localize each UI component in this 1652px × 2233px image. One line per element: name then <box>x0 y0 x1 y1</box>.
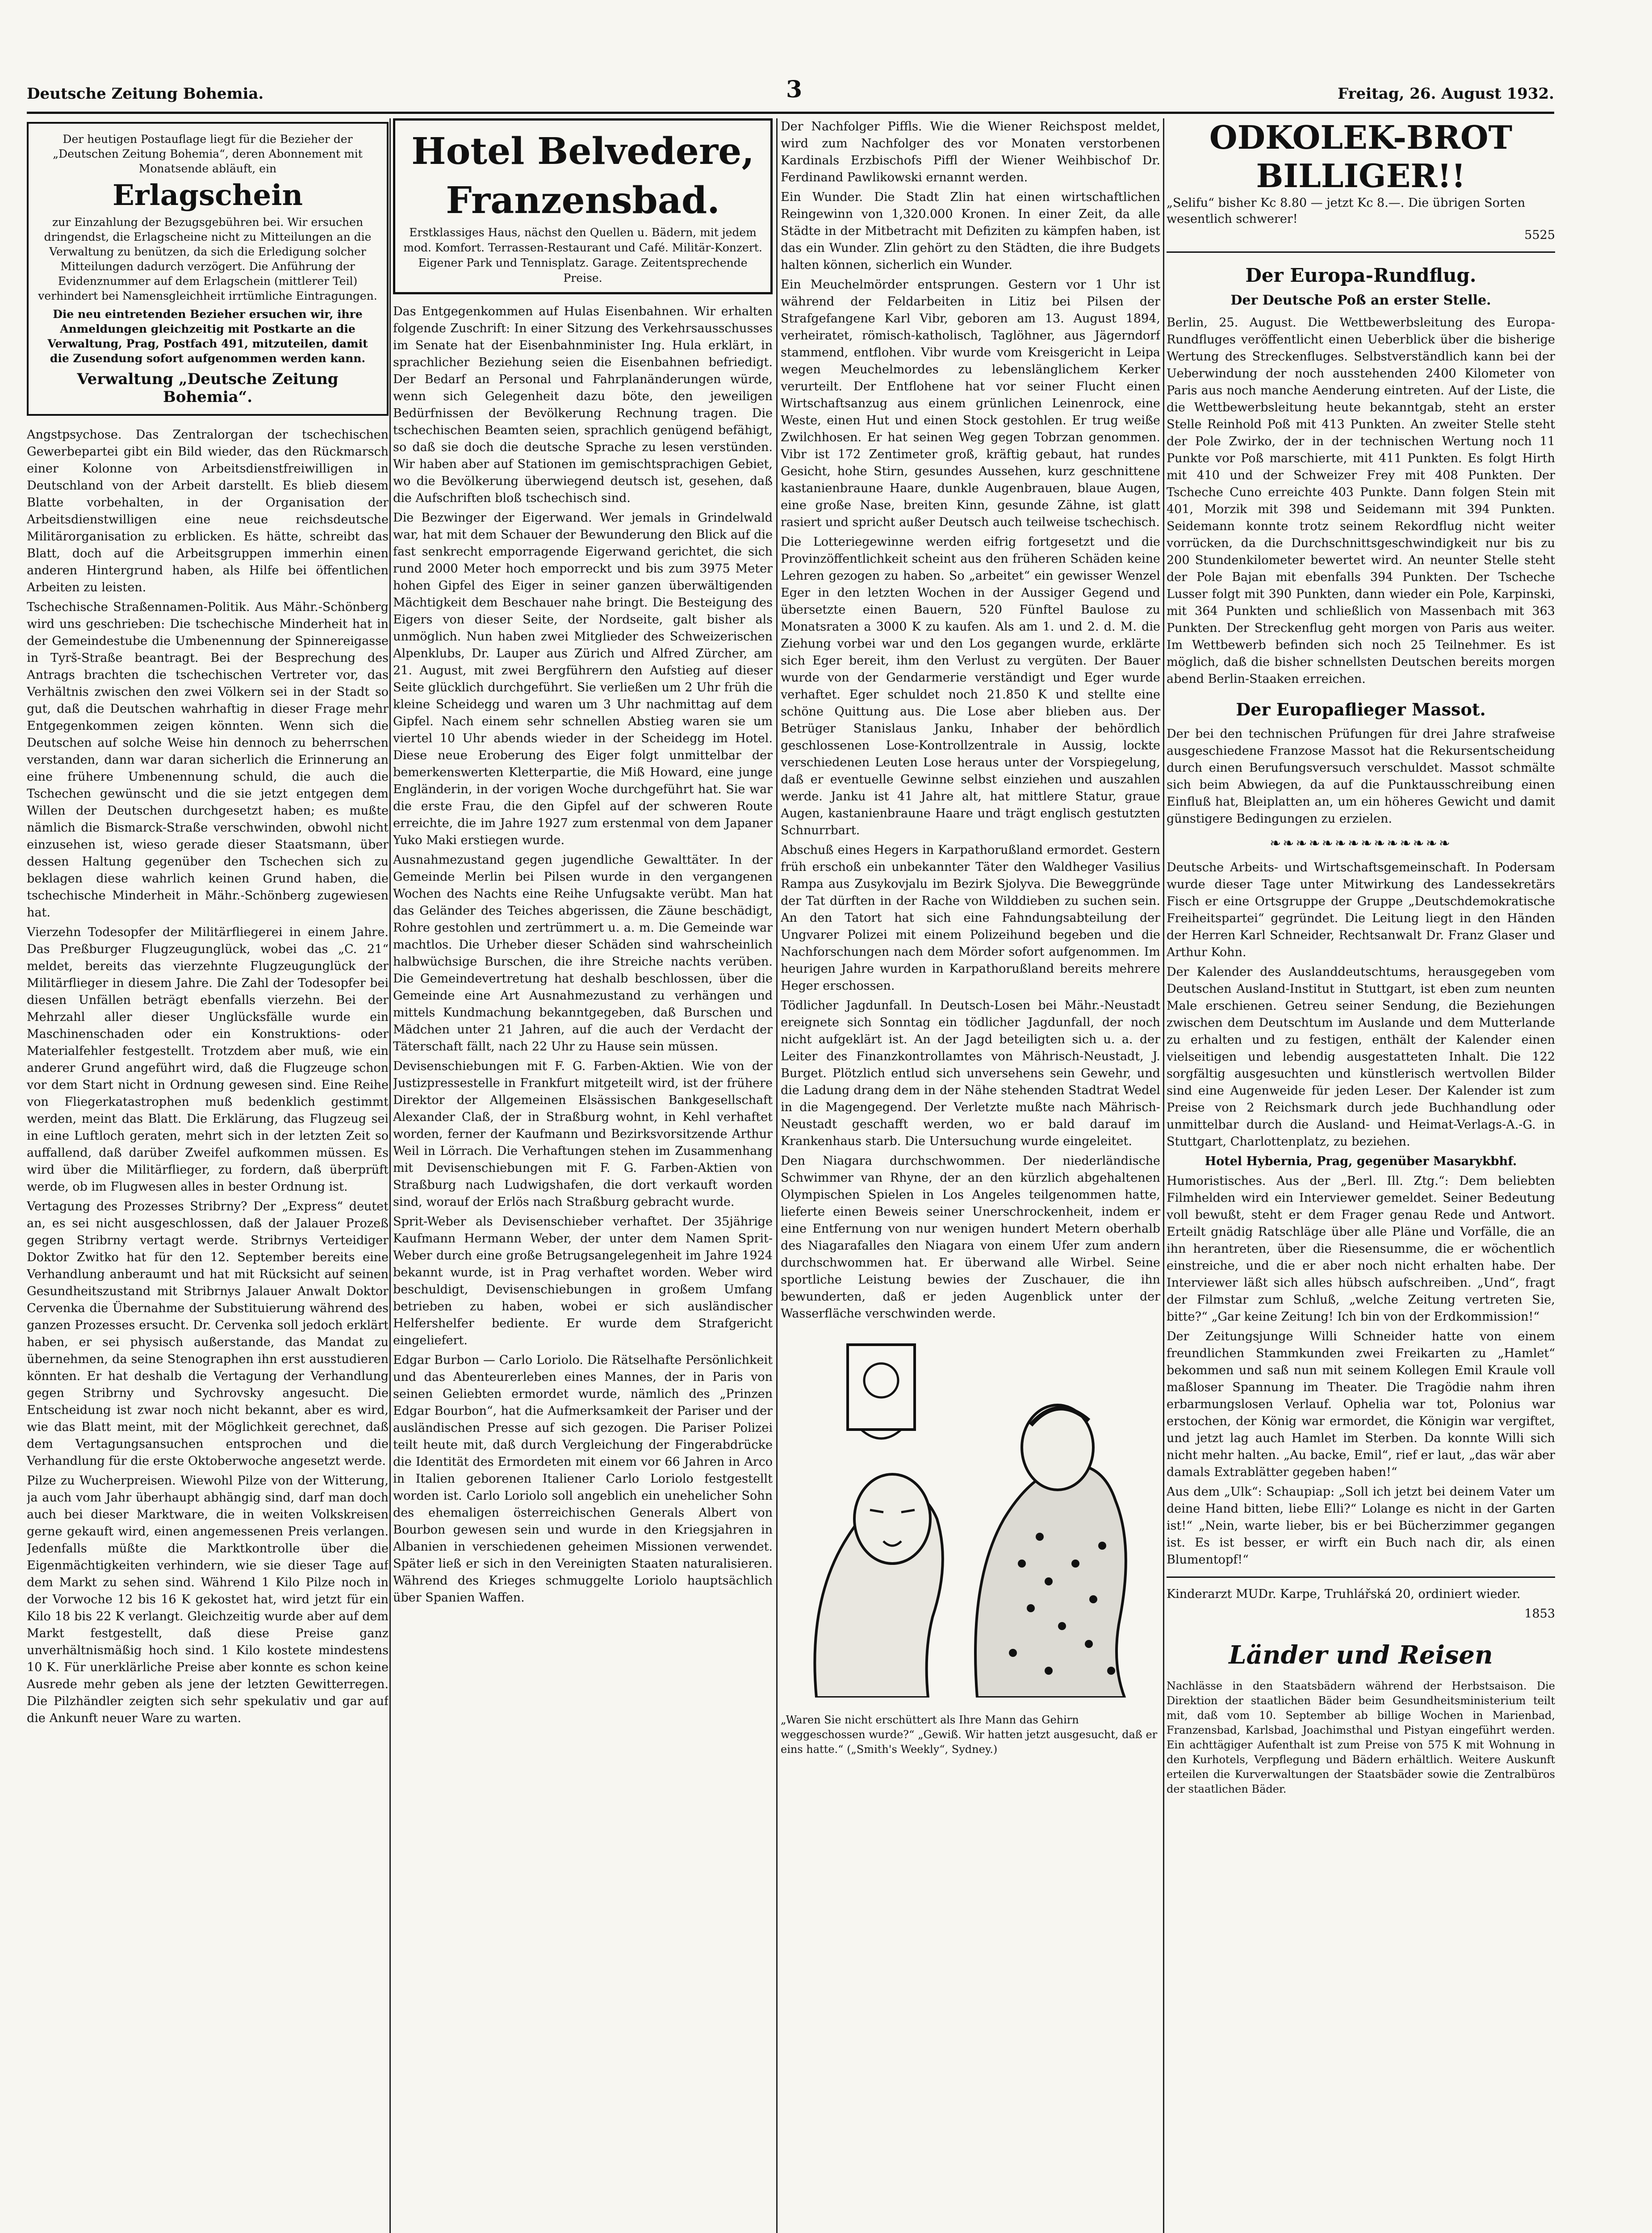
article-devisenschiebungen: Devisenschiebungen mit F. G. Farben-Aktien. Wie von der Justizpressestelle in Frankfurt mitgeteilt wird, ist der frühere Direktor der Allgemeinen Elsässischen Bankgesellschaft Alexander Claß, der in Straßburg wohnt, in Kehl verhaftet worden, ferner der Kaufmann und Bezirksvorsitzende Arthur Weil in Lörrach. Die Verhaftungen stehen im Zusammenhang mit Devisenschiebungen mit F. G. Farben-Aktien von Straßburg nach Ludwigshafen, die dort verkauft worden sind, worauf der Erlös nach Straßburg gebracht wurde. <box>393 1059 773 1209</box>
article-hula-eisenbahnen: Das Entgegenkommen auf Hulas Eisenbahnen. Wir erhalten folgende Zuschrift: In einer Sitzung des Verkehrsausschusses im Senate hat der Eisenbahnminister Ing. Hula erklärt, in sprachlicher Beziehung seien die Eisenbahnen befriedigt. Der Bedarf an Personal und Fahrplanänderungen würde, wenn sich Gelegenheit dazu böte, den jeweiligen Bedürfnissen der Bevölkerung Rechnung tragen. Die tschechischen Beamten seien, sprachlich genügend befähigt, so daß sie doch die deutsche Sprache zu lesen verstünden. Wir haben aber auf Stationen im gemischtsprachigen Gebiet, wo die Bevölkerung überwiegend deutsch ist, gesehen, daß die Aufschriften bloß tschechisch sind. <box>393 305 773 505</box>
odkolek-number: 5525 <box>1524 228 1555 242</box>
article-militaerfliegerei: Vierzehn Todesopfer der Militärfliegerei in einem Jahre. Das Preßburger Flugzeugunglück, wobei das „C. 21“ meldet, bereits das vierzehnte Flugzeugunglück der Militärflieger in diesem Jahre. Die Zahl der Todesopfer bei diesen Unfällen beträgt ebenfalls vierzehn. Bei der Mehrzahl aller dieser Unglücksfälle wurde ein Maschinenschaden oder ein Konstruktions- oder Materialfehler festgestellt. Trotzdem aber muß, wie ein anderer Grund angeführt wird, daß die Flugzeuge schon vor dem Start nicht in Ordnung gewesen sind. Eine Reihe von Fliegerkatastrophen muß bedenklich gestimmt werden, meint das Blatt. Die Erklärung, das Flugzeug sei in eine Luftloch geraten, mehrt sich in der letzten Zeit so auffallend, daß darüber Zweifel aufkommen müssen. Es wird über die Militärflieger, zu fordern, daß überprüft werde, ob im Flugwesen alles in bester Ordnung ist. <box>27 925 389 1194</box>
column-4 <box>1167 118 1555 2233</box>
column-1 <box>27 118 389 2233</box>
ad-kinderarzt: Kinderarzt MUDr. Karpe, Truhlářská 20, ordiniert wieder. <box>1167 1587 1521 1601</box>
odkolek-title: ODKOLEK-BROT BILLIGER!! <box>1209 118 1513 195</box>
column-3 <box>781 118 1160 2233</box>
header-rule <box>27 112 1554 114</box>
article-angstpsychose: Angstpsychose. Das Zentralorgan der tschechischen Gewerbepartei gibt ein Bild wieder, das den Rückmarsch einer Kolonne von Arbeitsdienstfreiwilligen in Deutschland von der Arbeit darstellt. Es blieb diesem Blatte vorbehalten, in der Organisation der Arbeitsdienstwilligen eine neue reichsdeutsche Militärorganisation zu erblicken. Es hätte, schreibt das Blatt, doch auf die Arbeitsgruppen immerhin einen anderen Hintergrund haben, als Hilfe bei öffentlichen Arbeiten zu leisten. <box>27 428 389 594</box>
notice-new-subscribers: Die neu eintretenden Bezieher ersuchen wir, ihre Anmeldungen gleichzeitig mit Postkarte an die Verwaltung, Prag, Postfach 491, mitzuteilen, damit die Zusendung sofort aufgenommen werden kann. <box>47 308 368 365</box>
article-ein-wunder: Ein Wunder. Die Stadt Zlin hat einen wirtschaftlichen Reingewinn von 1,320.000 Kronen. In einer Zeit, da alle Städte in der Mitbetracht mit Defiziten zu kämpfen haben, ist das ein Wunder. Zlin gehört zu den Städten, die ihre Budgets halten können, sicherlich ein Wunder. <box>781 190 1160 272</box>
article-niagara: Den Niagara durchschwommen. Der niederländische Schwimmer van Rhyne, der an den kürzlich abgehaltenen Olympischen Spielen in Los Angeles teilgenommen hatte, lieferte einen Beweis seiner Unerschrockenheit, indem er eine Entfernung von nur wenigen hundert Metern oberhalb des Niagarafalles den Niagara von einem Ufer zum andern durchschwommen hat. Er überwand alle Wirbel. Seine sportliche Leistung bewies der Zuschauer, die ihn bewunderten, daß er jeden Augenblick unter der Wasserfläche verschwinden werde. <box>781 1154 1160 1321</box>
article-edgar-burbon: Edgar Burbon — Carlo Loriolo. Die Rätselhafte Persönlichkeit und das Abenteurerleben eines Mannes, der in Paris von seinen Geliebten ermordet wurde, nämlich des „Prinzen Edgar Bourbon“, hat die Aufmerksamkeit der Pariser und der ausländischen Presse auf sich gezogen. Die Pariser Polizei teilt heute mit, daß durch Vergleichung der Fingerabdrücke die Identität des Ermordeten mit einem vor 66 Jahren in Arco in Italien geborenen Italiener Carlo Loriolo festgestellt worden ist. Carlo Loriolo soll angeblich ein unehelicher Sohn des ehemaligen österreichischen Generals Albert von Bourbon gewesen sein und wurde in den Kriegsjahren in Albanien in verschiedenen geheimen Missionen verwendet. Später ließ er sich in den Vereinigten Staaten naturalisieren. Während des Krieges schmuggelte Loriolo hauptsächlich über Spanien Waffen. <box>393 1353 773 1605</box>
ad-kinderarzt-number: 1853 <box>1524 1607 1555 1621</box>
article-pilze: Pilze zu Wucherpreisen. Wiewohl Pilze von der Witterung, ja auch vom Jahr überhaupt abhängig sind, darf man doch auch bei dieser Marktware, die in weiten Volkskreisen gerne gekauft wird, einen angemessenen Preis verlangen. Jedenfalls müßte die Marktkontrolle über die Eigenmächtigkeiten verhindern, wie sie dieser Tage auf dem Markt zu sehen sind. Während 1 Kilo Pilze noch in der Vorwoche 12 bis 16 K gekostet hat, wird jetzt für ein Kilo 18 bis 22 K verlangt. Gleichzeitig wurde aber auf dem Markt festgestellt, daß diese Preise ganz unverhältnismäßig hoch sind. 1 Kilo kostete mindestens 10 K. Für unerklärliche Preise aber konnte es schon keine Ausrede mehr geben als jene der letzten Gewitterregen. Die Pilzhändler zeigten sich sehr spekulativ und gar auf die Ankunft neuer Ware zu warten. <box>27 1474 389 1725</box>
article-arbeitsgemeinschaft: Deutsche Arbeits- und Wirtschaftsgemeinschaft. In Podersam wurde dieser Tage unter Mitwirkung des Landessekretärs Fisch er eine Ortsgruppe der Gruppe „Deutschdemokratische Freiheitspartei“ gegründet. Die Leitung liegt in den Händen der Herren Karl Schneider, Rechtsanwalt Dr. Franz Glaser und Arthur Kohn. <box>1167 861 1555 959</box>
subscription-notice <box>27 122 389 416</box>
heading-europa-rundflug: Der Europa-Rundflug. <box>1245 264 1476 286</box>
separator <box>1167 1576 1555 1578</box>
column-divider <box>1163 118 1164 2233</box>
ad-title: Hotel Belvedere, Franzensbad. <box>411 130 754 222</box>
column-2 <box>393 118 773 2233</box>
separator <box>1167 251 1555 253</box>
cartoon-illustration <box>781 1331 1160 1698</box>
article-massot: Der bei den technischen Prüfungen für drei Jahre strafweise ausgeschiedene Franzose Massot hat die Rekursentscheidung durch einen Berufungsversuch verschuldet. Massot schmälte sich beim Abwiegen, da auf die Punktausschreibung einen Einfluß hat, Bleiplatten an, um ein höheres Gewicht und damit günstigere Bedingungen zu erzielen. <box>1167 727 1555 826</box>
article-heger: Abschuß eines Hegers in Karpathorußland ermordet. Gestern früh erschoß ein unbekannter Täter den Waldheger Vasilius Rampa aus Zusykovjalu im Bezirk Sjolyva. Die Beweggründe der Tat dürften in der Rache von Wilddieben zu suchen sein. An den Tatort hat sich eine Fahndungsabteilung der Ungvarer Polizei mit einem Polizeihund begeben und die Nachforschungen nach dem Mörder sofort aufgenommen. Im heurigen Jahre wurden in Karpathorußland bereits mehrere Heger erschossen. <box>781 843 1160 993</box>
ad-text: Erstklassiges Haus, nächst den Quellen u. Bädern, mit jedem mod. Komfort. Terrassen-Restaurant und Café. Militär-Konzert. Eigener Park und Tennisplatz. Garage. Zeitentsprechende Preise. <box>403 226 762 284</box>
article-staatsbaeder: Nachlässe in den Staatsbädern während der Herbstsaison. Die Direktion der staatlichen Bäder beim Gesundheitsministerium teilt mit, daß vom 10. September ab billige Wochen in Marienbad, Franzensbad, Karlsbad, Joachimsthal und Pistyan eingeführt werden. Ein achttägiger Aufenthalt ist zum Preise von 575 K mit Wohnung in den Kurhotels, Verpflegung und Bädern erhältlich. Weitere Auskunft erteilen die Kurverwaltungen der Staatsbäder sowie die Zentralbüros der staatlichen Bäder. <box>1167 1680 1555 1795</box>
article-nachfolger-piffls: Der Nachfolger Piffls. Wie die Wiener Reichspost meldet, wird zum Nachfolger des vor Monaten verstorbenen Kardinals Erzbischofs Piffl der Wiener Weihbischof Dr. Ferdinand Pawlikowski ernannt werden. <box>781 120 1160 184</box>
heading-massot: Der Europaflieger Massot. <box>1236 699 1486 719</box>
page-number: 3 <box>786 76 803 103</box>
notice-title: Erlagschein <box>112 179 303 212</box>
ornamental-divider: ❧❧❧❧❧❧❧❧❧❧❧❧❧❧ <box>1270 836 1452 851</box>
article-lotterie: Die Lotteriegewinne werden eifrig fortgesetzt und die Provinzöffentlichkeit scheint aus den früheren Schäden keine Lehren gezogen zu haben. So „arbeitet“ ein gewisser Wenzel Eger in den letzten Wochen in der Aussiger Gegend und übersetzte einen Bauern, 520 Fünftel Baulose zu Monatsraten a 3000 K zu kaufen. Als am 1. und 2. d. M. die Ziehung vorbei war und den Los gegangen wurde, erklärte sich Eger bereit, ihm den Verlust zu vergüten. Der Bauer wurde von der Gendarmerie verständigt und Eger wurde verhaftet. Eger schuldet noch 21.850 K und stellte eine schöne Quittung aus. Die Lose aber blieben aus. Der Betrüger Stanislaus Janku, Inhaber der behördlich geschlossenen Lose-Kontrollzentrale in Aussig, lockte verschiedenen Leuten Lose heraus unter der Vorspiegelung, daß er eventuelle Gewinne selbst einziehen und auszahlen werde. Janku ist 41 Jahre alt, hat mittlere Statur, graue Augen, kastanienbraune Haare und trägt englisch gestutzten Schnurrbart. <box>781 535 1160 837</box>
notice-text: zur Einzahlung der Bezugsgebühren bei. Wir ersuchen dringendst, die Erlagscheine nicht zu Mitteilungen an die Verwaltung zu benützen, da sich die Erledigung solcher Mitteilungen dadurch verzögert. Die Anführung der Evidenznummer auf dem Erlagschein (mittlerer Teil) verhindert bei Namensgleichheit irrtümliche Eintragungen. <box>38 216 377 302</box>
article-europa-rundflug: Berlin, 25. August. Die Wettbewerbsleitung des Europa-Rundfluges veröffentlicht einen Ueberblick über die bisherige Wertung des Streckenfluges. Selbstverständlich kann bei der Ueberwindung der noch ausstehenden 2400 Kilometer von Paris aus noch manche Aenderung eintreten. Auf der Liste, die die Wettbewerbsleitung heute bekanntgab, steht an erster Stelle Reinhold Poß mit 413 Punkten. An zweiter Stelle steht der Pole Zwirko, der in der technischen Wertung noch 11 Punkte vor Poß marschierte, mit 411 Punkten. Es folgt Hirth mit 410 und der Schweizer Frey mit 408 Punkten. Der Tscheche Cuno erreichte 403 Punkte. Dann folgen Stein mit 401, Morzik mit 398 und Seidemann mit 394 Punkten. Seidemann konnte trotz seinem Rekordflug nicht weiter vorrücken, da die Durchschnittsgeschwindigkeit nur bis zu 200 Stundenkilometer bewertet wird. An neunter Stelle steht der Pole Bajan mit ebenfalls 394 Punkten. Der Tscheche Lusser folgt mit 390 Punkten, dann wieder ein Pole, Karpinski, mit 364 Punkten und schließlich von Massenbach mit 363 Punkten. Der Streckenflug geht morgen von Paris aus weiter. Im Wettbewerb befinden sich noch 25 Teilnehmer. Es ist möglich, daß die bisher schnellsten Deutschen bereits morgen abend Berlin-Staaken erreichen. <box>1167 316 1555 686</box>
column-divider <box>776 118 778 2233</box>
odkolek-ad <box>1167 118 1555 243</box>
odkolek-text: „Selifu“ bisher Kc 8.80 — jetzt Kc 8.—. Die übrigen Sorten wesentlich schwerer! <box>1167 196 1526 226</box>
article-ulk: Aus dem „Ulk“: Schaupiap: „Soll ich jetzt bei deinem Vater um deine Hand bitten, liebe Elli?“ Lolange es nicht in der Garten ist!“ „Nein, warte lieber, bis er bei Bücherzimmer gegangen ist. Es ist besser, er wirft ein Buch nach dir, als einen Blumentopf!“ <box>1167 1485 1555 1567</box>
notice-intro: Der heutigen Postauflage liegt für die Bezieher der „Deutschen Zeitung Bohemia“, deren Abonnement mit Monatsende abläuft, ein <box>53 133 363 175</box>
article-strassennamen: Tschechische Straßennamen-Politik. Aus Mähr.-Schönberg wird uns geschrieben: Die tschechische Minderheit hat in der Gemeindestube die Umbenennung der Spinnereigasse in Tyrš-Straße beantragt. Bei der Besprechung des Antrags brachten die tschechischen Vertreter vor, das Verhältnis zwischen den zwei Völkern sei in der Stadt so gut, daß die Deutschen wahrhaftig in dieser Frage mehr Entgegenkommen zeigen könnten. Wenn sich die Deutschen auf solche Weise hin dennoch zu beherrschen verstanden, dann war daran sicherlich die Erinnerung an eine frühere Umbenennung schuld, die auch die Tschechen gewünscht und die sie jetzt entgegen dem Willen der Deutschen durchgesetzt haben; es mußte nämlich die Bismarck-Straße verschwinden, obwohl nicht einzusehen ist, wieso gerade dieser Staatsmann, über dessen Haltung gegenüber den Tschechen sich zu beklagen diese wahrlich keinen Grund haben, die tschechische Minderheit in Mähr.-Schönberg zugewiesen hat. <box>27 600 389 920</box>
hotel-belvedere-ad <box>393 118 773 294</box>
article-ausnahmezustand: Ausnahmezustand gegen jugendliche Gewalttäter. In der Gemeinde Merlin bei Pilsen wurde in den vergangenen Wochen des Nachts eine Reihe Unfugsakte verübt. Man hat das Geländer des Teiches abgerissen, die Zäune beschädigt, Rohre gestohlen und zertrümmert u. a. m. Die Gemeinde war machtlos. Die Urheber dieser Schäden sind wahrscheinlich halbwüchsige Burschen, die ihre Streiche nachts verüben. Die Gemeindevertretung hat deshalb beschlossen, über die Gemeinde eine Art Ausnahmezustand zu verhängen und mittels Kundmachung bekanntgegeben, daß Burschen und Mädchen unter 21 Jahren, auf die auch der Verdacht der Täterschaft fällt, nach 22 Uhr zu Hause sein müssen. <box>393 853 773 1054</box>
article-prozess-stribrny: Vertagung des Prozesses Stribrny? Der „Express“ deutet an, es sei nicht ausgeschlossen, daß der Jalauer Prozeß gegen Stribrny vertagt werde. Stribrnys Verteidiger Doktor Zwitko hat für den 12. September bereits eine Verhandlung anberaumt und hat mit Rücksicht auf seinen Gesundheitszustand mit Stribrnys Jalauer Anwalt Doktor Cervenka die Übernahme der Substituierung während des ganzen Prozesses ersucht. Dr. Cervenka soll jedoch erklärt haben, er sei physisch außerstande, das Mandat zu übernehmen, da seine Stenographen ihn erst ausstudieren könnten. Er hat deshalb die Vertagung der Verhandlung gegen Stribrny und Sychrovsky angesucht. Die Entscheidung ist zwar noch nicht bekannt, aber es wird, wie das Blatt meint, mit der Möglichkeit gerechnet, daß dem Vertagungsansuchen entsprochen und die Verhandlung für die erste Oktoberwoche angesetzt werde. <box>27 1200 389 1468</box>
newspaper-name: Deutsche Zeitung Bohemia. <box>27 85 264 103</box>
article-kalender: Der Kalender des Auslanddeutschtums, herausgegeben vom Deutschen Ausland-Institut in Stuttgart, ist eben zum neunten Male erschienen. Getreu seiner Sendung, die Beziehungen zwischen dem Deutschtum im Auslande und dem Mutterlande zu erhalten und zu festigen, enthält der Kalender einen vielseitigen und lebendig ausgestatteten Inhalt. Die 122 sorgfältig ausgesuchten und künstlerisch wertvollen Bilder sind eine Augenweide für jeden Leser. Der Kalender ist zum Preise von 2 Reichsmark durch jede Buchhandlung oder unmittelbar durch die Ausland- und Heimat-Verlags-A.-G. in Stuttgart, Charlottenplatz, zu beziehen. <box>1167 965 1555 1149</box>
article-meuchelmoerder: Ein Meuchelmörder entsprungen. Gestern vor 1 Uhr ist während der Feldarbeiten in Litiz bei Pilsen der Strafgefangene Karl Vibr, geboren am 13. August 1894, verheiratet, römisch-katholisch, Taglöhner, aus Jägerndorf stammend, entflohen. Vibr wurde vom Kreisgericht in Leipa wegen Meuchelmordes zu lebenslänglichem Kerker verurteilt. Der Entflohene hat vor seiner Flucht einen Wirtschaftsanzug aus einem grünlichen Leinenrock, eine Weste, einen Hut und einen Stock gestohlen. Er trug weiße Zwilchhosen. Er hat seinen Weg gegen Tobrzan genommen. Vibr ist 172 Zentimeter groß, kräftig gebaut, hat rundes Gesicht, hohe Stirn, gesundes Aussehen, kurz geschnittene kastanienbraune Haare, dunkle Augenbrauen, blaue Augen, eine große Nase, breiten Kinn, gesunde Zähne, ist glatt rasiert und spricht außer Deutsch auch teilweise tschechisch. <box>781 278 1160 529</box>
article-humoristisches: Humoristisches. Aus der „Berl. Ill. Ztg.“: Dem beliebten Filmhelden wird ein Interviewer gemeldet. Seiner Bedeutung voll bewußt, steht er dem Frager genau Rede und Antwort. Erteilt gnädig Ratschläge über alle Pläne und Vorfälle, die an ihn herantreten, über die Riesensumme, die er wöchentlich einstreiche, und die er aber noch nicht erhalten habe. Der Interviewer läßt sich alles hübsch aufschreiben. „Und“, fragt der Filmstar zum Schluß, „welche Zeitung vertreten Sie, bitte?“ „Gar keine Zeitung! Ich bin von der Erdkommission!“ <box>1167 1174 1555 1324</box>
article-hotel-hybernia: Hotel Hybernia, Prag, gegenüber Masarykbhf. <box>1204 1154 1517 1168</box>
subheading-poss: Der Deutsche Poß an erster Stelle. <box>1230 293 1491 308</box>
article-zeitungsjunge: Der Zeitungsjunge Willi Schneider hatte von einem freundlichen Stammkunden zwei Freikarten zu „Hamlet“ bekommen und saß nun mit seinem Kollegen Emil Kraule voll maßloser Spannung im Theater. Die Tragödie nahm ihren erbarmungslosen Verlauf. Ophelia war tot, Polonius war erstochen, der König war ermordet, die Königin war vergiftet, und jetzt lag auch Hamlet im Sterben. Da konnte Willi sich nicht mehr halten. „Au backe, Emil“, rief er laut, „das wär aber damals Extrablätter gegeben haben!“ <box>1167 1330 1555 1479</box>
article-jagdunfall: Tödlicher Jagdunfall. In Deutsch-Losen bei Mähr.-Neustadt ereignete sich Sonntag ein tödlicher Jagdunfall, der noch nicht aufgeklärt ist. An der Jagd beteiligten sich u. a. der Leiter des Finanzkontrollamtes von Mährisch-Neustadt, J. Burget. Plötzlich entlud sich unversehens sein Gewehr, und die Ladung drang dem in der Nähe stehenden Stadtrat Wedel in die Magengegend. Der Verletzte mußte nach Mährisch-Neustadt geschafft werden, wo er bald darauf im Krankenhaus starb. Die Untersuchung wurde eingeleitet. <box>781 999 1160 1148</box>
notice-footer: Verwaltung „Deutsche Zeitung Bohemia“. <box>77 370 339 406</box>
section-laender-und-reisen: Länder und Reisen <box>1229 1640 1493 1670</box>
issue-date: Freitag, 26. August 1932. <box>1338 85 1554 103</box>
cartoon-caption: „Waren Sie nicht erschüttert als Ihre Mann das Gehirn weggeschossen wurde?“ „Gewiß. Wir hatten jetzt ausgesucht, daß er eins hatte.“ („Smith's Weekly“, Sydney.) <box>781 1714 1158 1756</box>
article-sprit-weber: Sprit-Weber als Devisenschieber verhaftet. Der 35jährige Kaufmann Hermann Weber, der unter dem Namen Sprit-Weber durch eine große Betrugsangelegenheit im Jahre 1924 bekannt wurde, ist in Prag verhaftet worden. Weber wird beschuldigt, Devisenschiebungen in großem Umfang betrieben zu haben, wobei er sich ausländischer Helfershelfer bediente. Er wurde dem Strafgericht eingeliefert. <box>393 1215 773 1347</box>
column-divider <box>389 118 391 2233</box>
article-eigerwand: Die Bezwinger der Eigerwand. Wer jemals in Grindelwald war, hat mit dem Schauer der Bewunderung den Blick auf die fast senkrecht emporragende Eigerwand gerichtet, die sich rund 2000 Meter hoch emporreckt und bis zum 3975 Meter hohen Gipfel des Eiger in seiner ganzen überwältigenden Mächtigkeit dem Beschauer nahe bringt. Die Besteigung des Eigers von dieser Seite, der Nordseite, galt bisher als unmöglich. Nun haben zwei Mitglieder des Schweizerischen Alpenklubs, Dr. Lauper aus Zürich und Alfred Zürcher, am 21. August, mit zwei Bergführern den Aufstieg auf dieser Seite glücklich durchgeführt. Sie verließen um 2 Uhr früh die kleine Scheidegg und waren um 3 Uhr nachmittag auf dem Gipfel. Nach einem sehr schnellen Abstieg waren sie um viertel 10 Uhr abends wieder in der Scheidegg im Hotel. Diese neue Eroberung des Eiger folgt unmittelbar der bemerkenswerten Kletterpartie, die Miß Howard, eine junge Engländerin, in der vorigen Woche durchgeführt hat. Sie war die erste Frau, die den Gipfel auf der schweren Route erreichte, die im Jahre 1927 zum erstenmal von dem Japaner Yuko Maki erstiegen wurde. <box>393 511 773 847</box>
page-header <box>27 76 1554 112</box>
